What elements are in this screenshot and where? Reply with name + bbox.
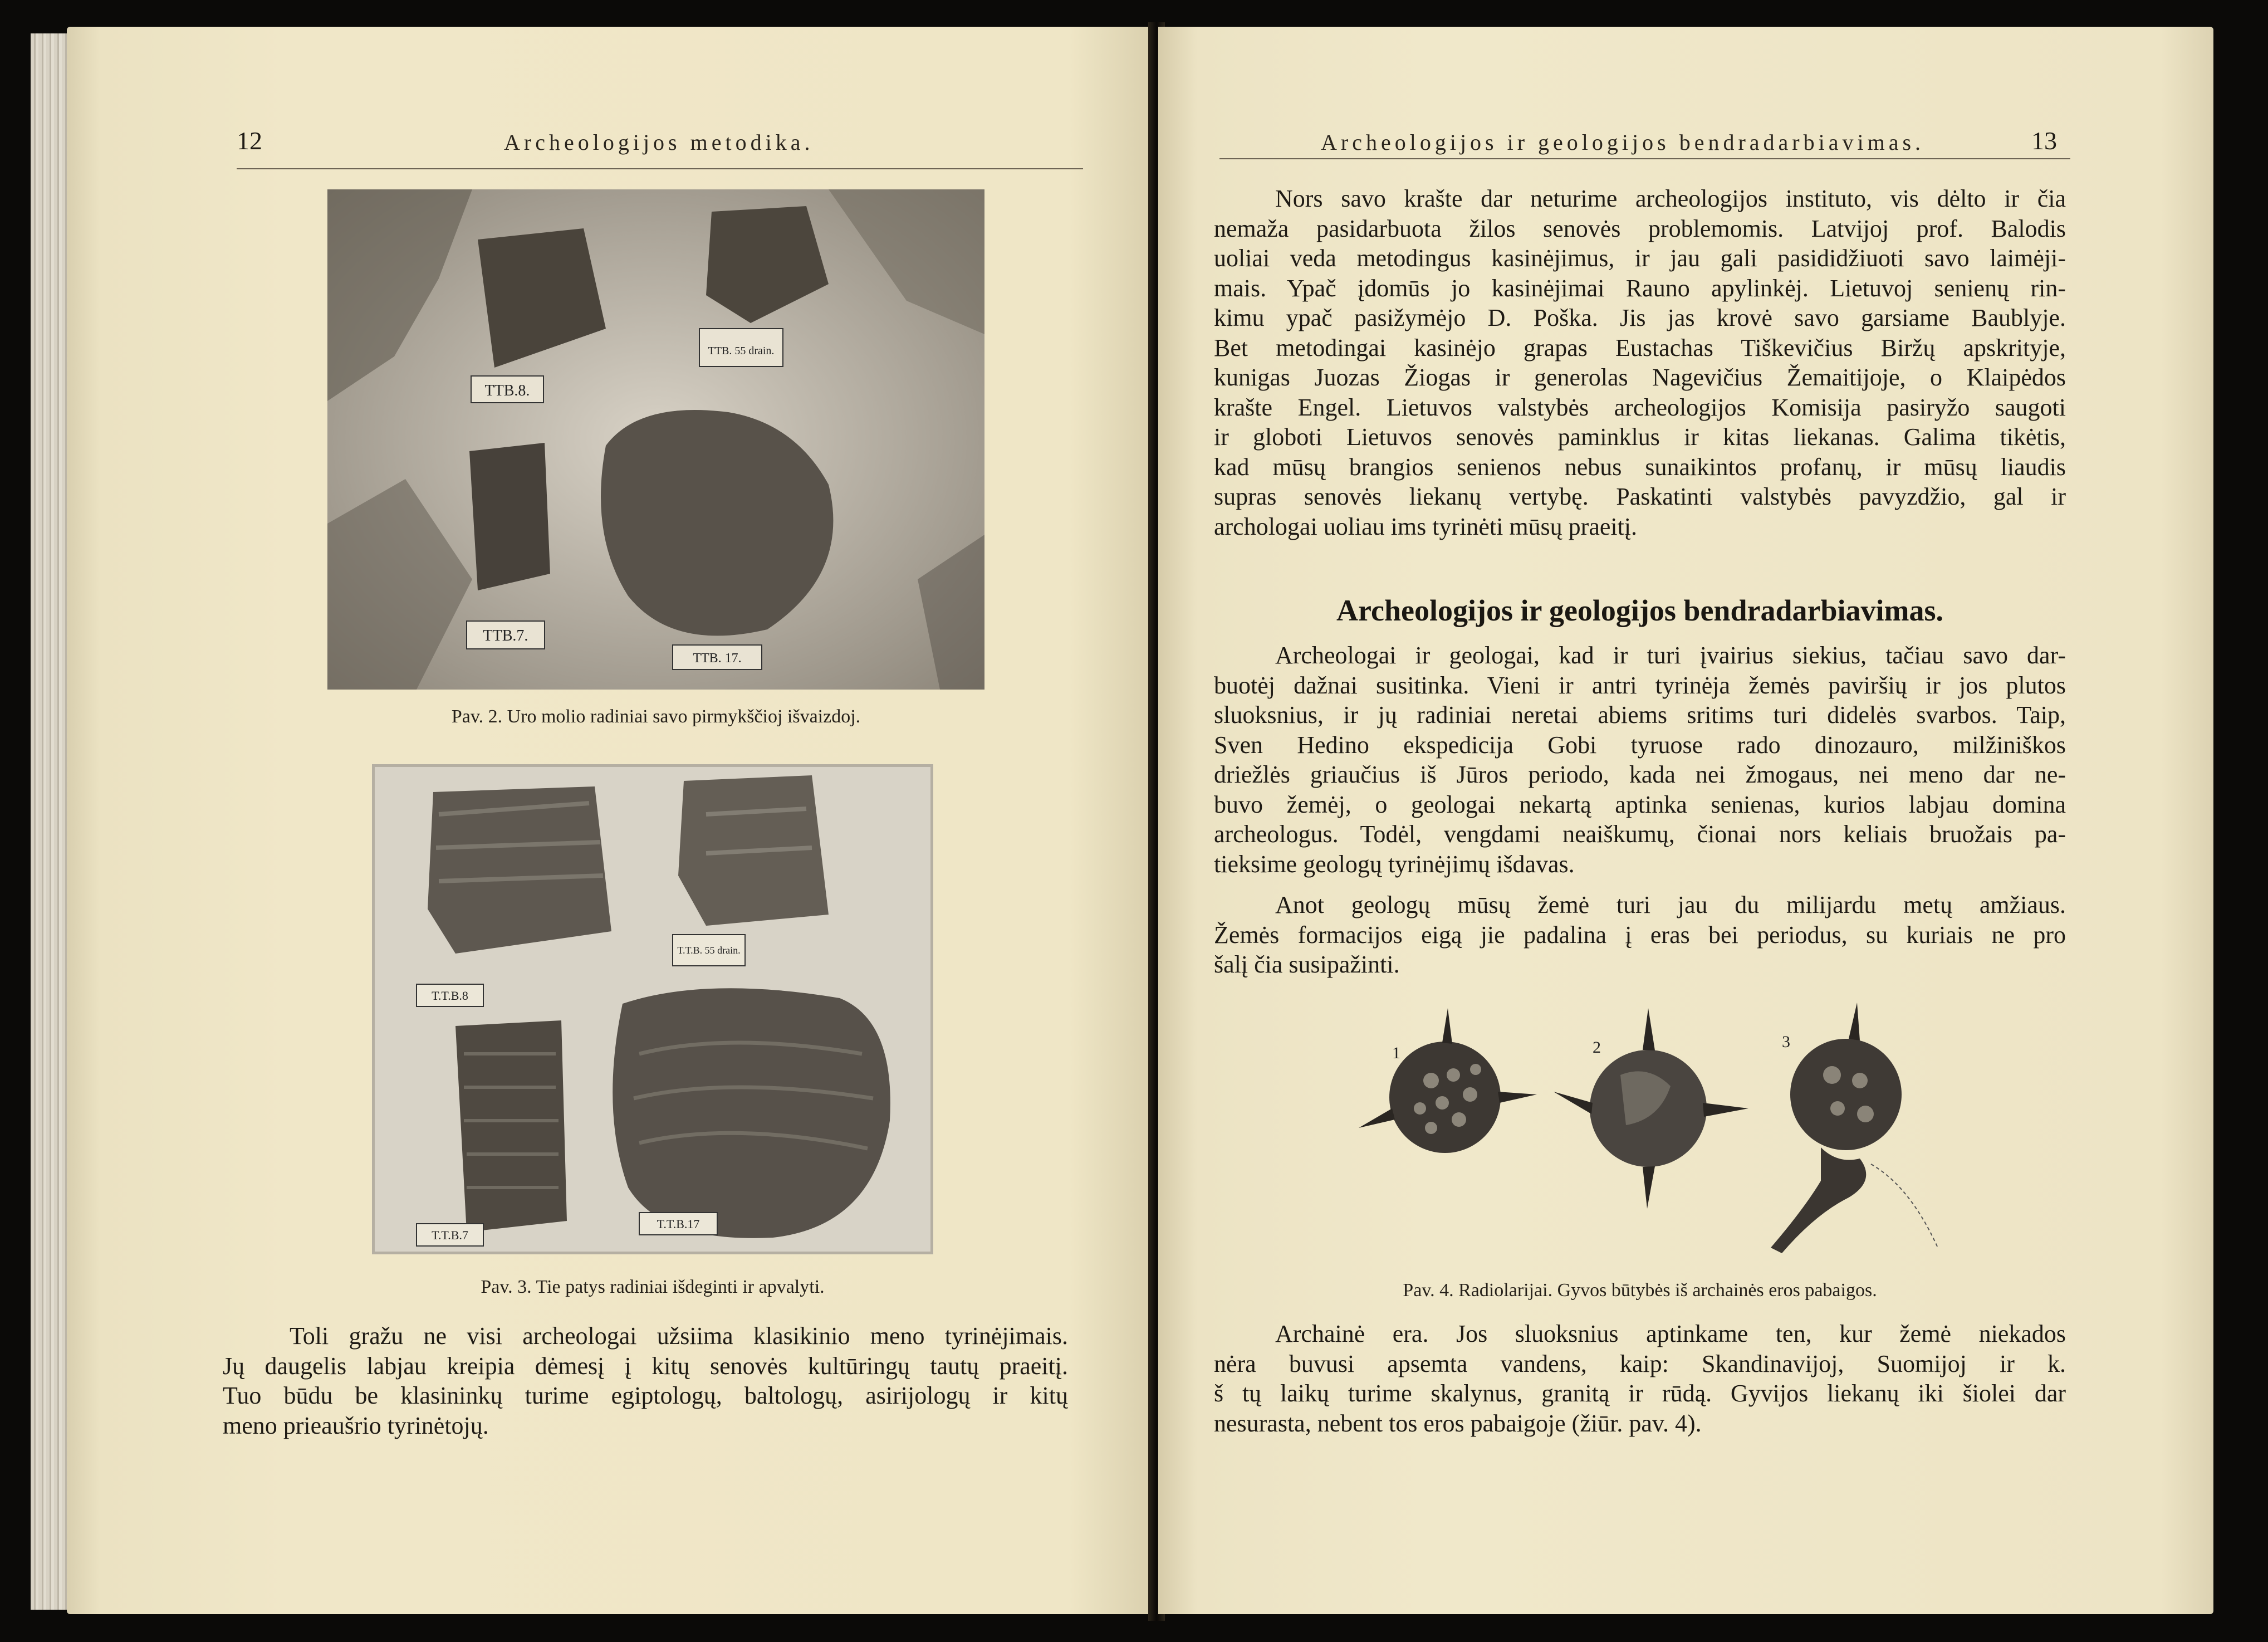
intro-line: nemaža pasidarbuota žilos senovės problemomis. Latvijoj prof. Balodis — [1214, 214, 2066, 242]
fig3-label-2: T.T.B. 55 drain. — [677, 945, 741, 956]
left-running-header: Archeologijos metodika. — [504, 130, 814, 155]
radiolarian-1 — [1359, 1008, 1537, 1153]
intro-line: kimu ypač pasižymėjo D. Poška. Jis jas krovė savo garsiame Baublyje. — [1214, 304, 2066, 331]
intro-line: uoliai veda metodingus kasinėjimus, ir jau gali pasididžiuoti savo laimėji- — [1214, 245, 2066, 272]
left-body-text — [223, 1321, 1068, 1440]
intro-line: krašte Engel. Lietuvos valstybės archeologijos Komisija pasiryžo saugoti — [1214, 393, 2066, 421]
left-line-3: Tuo būdu be klasininkų turime egiptologų, baltologų, asirijologų ir kitų — [223, 1382, 1068, 1409]
right-intro-paragraph — [1214, 184, 2066, 541]
right-header-rule — [1219, 158, 2070, 159]
sec1-line: driežlės griaučius iš Jūros periodo, kada nei žmogaus, nei meno dar ne- — [1214, 761, 2066, 788]
right-running-header: Archeologijos ir geologijos bendradarbiavimas. — [1321, 130, 1925, 155]
sec1-line: sluoksnius, ir jų radiniai neretai abiems sritims turi didelės svarbos. Taip, — [1214, 701, 2066, 729]
intro-line: archologai uoliau ims tyrinėti mūsų praeitį. — [1214, 512, 1638, 540]
intro-line: Bet metodingai kasinėjo grapas Eustachas Tiškevičius Biržų apskrityje, — [1214, 334, 2066, 361]
left-header-rule — [237, 168, 1083, 169]
figure-4-illustration — [1359, 997, 1960, 1264]
figure-3-caption: Pav. 3. Tie patys radiniai išdeginti ir apvalyti. — [481, 1277, 825, 1297]
section-paragraph-2 — [1214, 890, 2066, 980]
intro-line: kunigas Juozas Žiogas ir generolas Nagevičius Žemaitijoje, o Klaipėdos — [1214, 364, 2066, 391]
sec2-line: Anot geologų mūsų žemė turi jau du milijardu metų amžiaus. — [1275, 891, 2066, 918]
intro-line: Nors savo krašte dar neturime archeologijos instituto, vis dėlto ir čia — [1275, 185, 2066, 212]
section-heading: Archeologijos ir geologijos bendradarbiavimas. — [1336, 594, 1943, 627]
sec2-line: šalį čia susipažinti. — [1214, 951, 1400, 978]
fig4-number-1: 1 — [1392, 1044, 1400, 1062]
radiolarian-3 — [1771, 1003, 1938, 1253]
closing-line: š tų laikų turime skalynus, granitą ir rūdą. Gyvijos liekanų iki šiolei dar — [1214, 1380, 2066, 1407]
closing-paragraph — [1214, 1319, 2066, 1438]
left-line-4: meno prieaušrio tyrinėtojų. — [223, 1411, 489, 1439]
intro-line: supras senovės liekanų vertybę. Paskatinti valstybės pavyzdžio, gal ir — [1214, 483, 2066, 510]
left-line-2: Jų daugelis labjau kreipia dėmesį į kitų senovės kultūringų tautų praeitį. — [223, 1352, 1068, 1380]
fig2-label-3: TTB.7. — [483, 627, 528, 644]
sec1-line: Archeologai ir geologai, kad ir turi įvairius siekius, tačiau savo dar- — [1275, 642, 2066, 669]
left-page-number: 12 — [237, 126, 262, 155]
section-paragraph-1 — [1214, 641, 2066, 879]
sec1-line: Sven Hedino ekspedicija Gobi tyruose rado dinozauro, milžiniškos — [1214, 731, 2066, 759]
figure-2-photo — [327, 189, 984, 690]
sec1-line: archeologus. Todėl, vengdami neaiškumų, čionai nors keliais bruožais pa- — [1214, 820, 2066, 848]
left-line-1: Toli gražu ne visi archeologai užsiima klasikinio meno tyrinėjimais. — [290, 1322, 1068, 1350]
intro-line: kad mūsų brangios senienos nebus sunaikintos profanų, ir mūsų liaudis — [1214, 453, 2066, 481]
sec1-line: buotėj dažnai susitinka. Vieni ir antri tyrinėja žemės paviršių ir jos plutos — [1214, 671, 2066, 699]
figure-2-caption: Pav. 2. Uro molio radiniai savo pirmykščioj išvaizdoj. — [451, 706, 861, 727]
radiolarian-2 — [1554, 1008, 1748, 1209]
right-page-number: 13 — [2031, 126, 2057, 155]
fig3-label-3: T.T.B.7 — [432, 1228, 468, 1242]
intro-line: mais. Ypač įdomūs jo kasinėjimai Rauno apylinkėj. Lietuvoj senienų rin- — [1214, 274, 2066, 302]
sec1-line: tieksime geologų tyrinėjimų išdavas. — [1214, 850, 1575, 878]
fig3-label-1: T.T.B.8 — [432, 989, 468, 1003]
fig2-label-4: TTB. 17. — [693, 651, 742, 666]
fig4-number-2: 2 — [1593, 1038, 1601, 1057]
figure-4-caption: Pav. 4. Radiolarijai. Gyvos būtybės iš archainės eros pabaigos. — [1403, 1280, 1877, 1301]
fig4-number-3: 3 — [1782, 1033, 1790, 1051]
sec1-line: buvo žemėj, o geologai nekartą aptinka senienas, kurios labjau domina — [1214, 790, 2066, 818]
closing-line: nėra buvusi apsemta vandens, kaip: Skandinavijoj, Suomijoj ir k. — [1214, 1350, 2066, 1377]
figure-3-photo — [372, 764, 933, 1254]
sec2-line: Žemės formacijos eigą jie padalina į eras bei periodus, su kuriais ne pro — [1214, 921, 2066, 949]
fig3-label-4: T.T.B.17 — [657, 1217, 700, 1231]
closing-line: Archainė era. Jos sluoksnius aptinkame ten, kur žemė niekados — [1275, 1320, 2066, 1347]
intro-line: ir globoti Lietuvos senovės paminklus ir kitas liekanas. Galima tikėtis, — [1214, 423, 2066, 451]
fig2-label-1: TTB.8. — [484, 382, 530, 399]
fig2-label-2: TTB. 55 drain. — [708, 345, 775, 357]
closing-line: nesurasta, nebent tos eros pabaigoje (žiūr. pav. 4). — [1214, 1409, 1702, 1437]
